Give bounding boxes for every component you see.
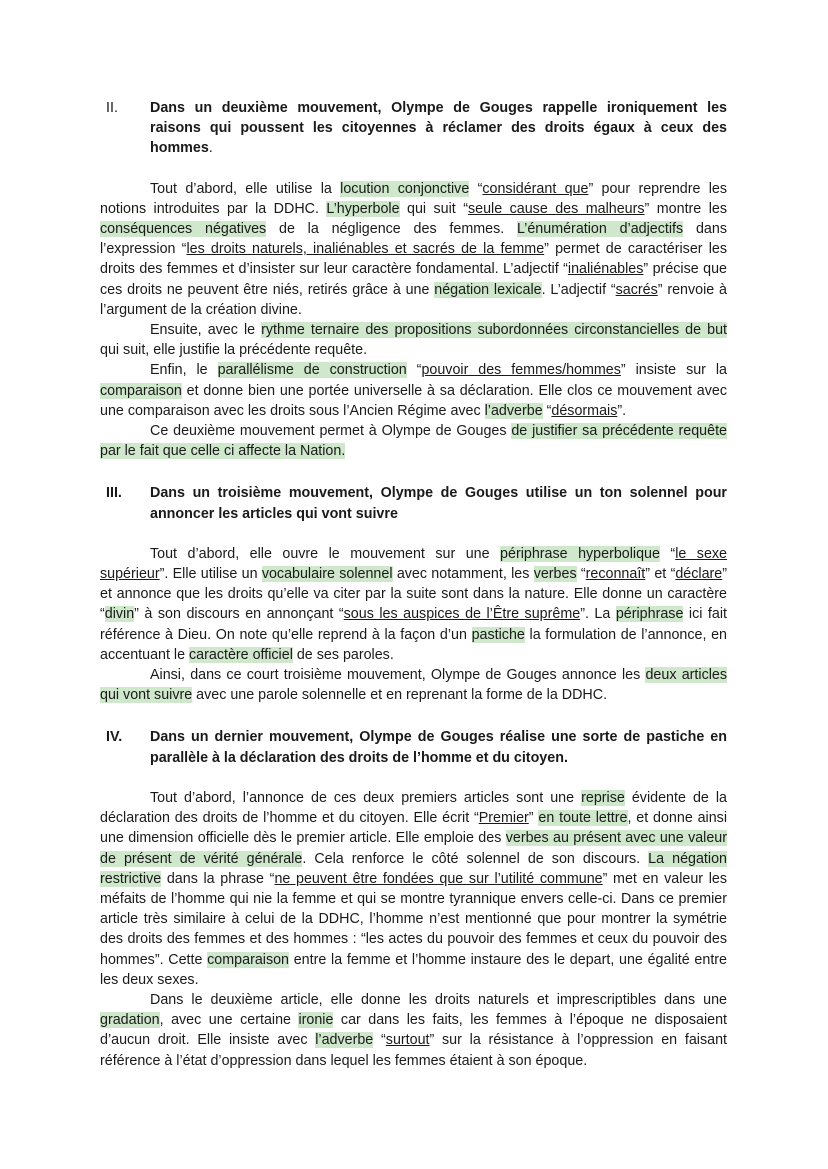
text-run: , avec une certaine	[159, 1012, 299, 1029]
text-run: Ce deuxième mouvement permet à Olympe de Gouges	[150, 423, 512, 440]
body-paragraph	[100, 544, 727, 665]
section-heading	[100, 483, 727, 523]
text-run: ” renvoie à l’argument de la création divine.	[100, 281, 727, 318]
text-run: ” sur la résistance à l’oppression en faisant référence à l’état d’oppression dans lequel les femmes étaient à son époque.	[100, 1032, 728, 1069]
text-run: “	[542, 402, 552, 419]
highlighted-text: parallélisme de construction	[217, 362, 407, 379]
text-run: “	[406, 362, 422, 379]
section-number: IV.	[106, 729, 123, 746]
body-paragraph	[100, 320, 727, 360]
text-run: ” précise que ces droits ne peuvent être niés, retirés grâce à une	[100, 261, 727, 298]
section	[100, 98, 727, 461]
text-run: ”. Elle utilise un	[159, 566, 262, 583]
highlighted-text: caractère officiel	[189, 646, 293, 663]
underlined-quote: seule cause des malheurs	[468, 200, 645, 217]
text-run: car dans les faits, les femmes à l’époque ne disposaient d’aucun droit. Elle insiste avec	[100, 1012, 727, 1049]
body-paragraph	[100, 665, 727, 705]
highlighted-text: négation lexicale	[434, 281, 542, 298]
underlined-quote: Premier	[478, 810, 529, 827]
text-run: ”. La	[580, 606, 616, 623]
highlighted-text: L’hyperbole	[326, 200, 400, 217]
text-run: évidente de la déclaration des droits de l’homme et du citoyen. Elle écrit “	[100, 789, 728, 827]
highlighted-text: conséquences négatives	[100, 221, 267, 238]
section-heading-text	[150, 98, 727, 159]
highlighted-text: en toute lettre	[538, 810, 628, 827]
text-run: avec notamment, les	[392, 566, 534, 583]
text-run: dans l’expression “	[100, 221, 727, 258]
text-run: de la négligence des femmes.	[266, 221, 517, 238]
highlighted-text: périphrase	[615, 606, 684, 623]
underlined-quote: sacrés	[615, 281, 658, 298]
body-paragraph	[100, 421, 727, 461]
underlined-quote: ne peuvent être fondées que sur l’utilité commune	[274, 870, 603, 887]
body-paragraph	[100, 179, 727, 320]
underlined-quote: déclare	[675, 566, 723, 583]
heading-text: Dans un troisième mouvement, Olympe de Gouges utilise un ton solennel pour annoncer les articles qui vont suivre	[150, 485, 727, 522]
underlined-quote: pouvoir des femmes/hommes	[421, 362, 621, 379]
text-run: qui suit, elle justifie la précédente requête.	[100, 342, 368, 359]
text-run: ici fait référence à Dieu. On note qu’elle reprend à la façon d’un	[100, 606, 727, 643]
underlined-quote: reconnaît	[585, 566, 646, 583]
text-run: ” à son discours en annonçant “	[134, 606, 344, 623]
text-run: Tout d’abord, l’annonce de ces deux premiers articles sont une	[150, 789, 582, 806]
text-run: dans la phrase “	[161, 870, 275, 887]
document-page	[100, 98, 727, 1071]
underlined-quote: considérant que	[482, 180, 589, 197]
section	[100, 727, 727, 1070]
highlighted-text: comparaison	[207, 951, 290, 968]
heading-text: Dans un dernier mouvement, Olympe de Gouges réalise une sorte de pastiche en parallèle à la déclaration des droits de l’homme et du citoyen.	[150, 729, 727, 766]
text-run: Ainsi, dans ce court troisième mouvement, Olympe de Gouges annonce les	[150, 667, 646, 684]
text-run: . L’adjectif “	[541, 281, 616, 298]
highlighted-text: rythme ternaire des propositions subordonnées circonstancielles de but	[261, 322, 727, 339]
text-run: Tout d’abord, elle ouvre le mouvement sur une	[150, 545, 501, 562]
text-run: avec une parole solennelle et en reprenant la forme de la DDHC.	[192, 687, 608, 704]
highlighted-text: verbes au présent avec une valeur de présent de vérité générale	[100, 830, 728, 867]
text-run: , et donne ainsi une dimension officielle dès le premier article. Elle emploie des	[100, 810, 728, 847]
text-run: . Cela renforce le côté solennel de son discours.	[302, 850, 649, 867]
text-run: ” et “	[645, 566, 676, 583]
section-number: III.	[106, 485, 122, 502]
highlighted-text: divin	[104, 606, 135, 623]
highlighted-text: ironie	[298, 1012, 334, 1029]
underlined-quote: inaliénables	[567, 261, 644, 278]
highlighted-text: gradation	[100, 1012, 160, 1029]
body-paragraph	[100, 990, 727, 1071]
body-paragraph	[100, 788, 727, 990]
highlighted-text: La négation restrictive	[100, 850, 727, 887]
highlighted-text: comparaison	[100, 382, 182, 399]
underlined-quote: le sexe supérieur	[100, 545, 728, 583]
text-run: la formulation de l’annonce, en accentuant le	[100, 626, 727, 663]
text-run: ” pour reprendre les notions introduites par la DDHC.	[100, 180, 728, 217]
highlighted-text: reprise	[581, 789, 625, 806]
text-run: Dans le deuxième article, elle donne les droits naturels et imprescriptibles dans une	[150, 991, 727, 1008]
highlighted-text: locution conjonctive	[340, 180, 470, 197]
text-run: Enfin, le	[150, 362, 218, 379]
text-run: de ses paroles.	[292, 646, 394, 663]
section	[100, 483, 727, 705]
section-heading	[100, 727, 727, 767]
text-run: ”	[528, 810, 539, 827]
underlined-quote: sous les auspices de l’Être suprême	[343, 606, 581, 623]
text-run: “	[469, 180, 483, 197]
highlighted-text: verbes	[533, 566, 577, 583]
highlighted-text: vocabulaire solennel	[261, 566, 393, 583]
text-run: ” permet de caractériser les droits des femmes et d’insister sur leur caractère fondamental. L’adjectif “	[100, 241, 727, 278]
underlined-quote: surtout	[385, 1032, 430, 1049]
body-paragraph	[100, 360, 727, 421]
highlighted-text: de justifier sa précédente requête par le fait que celle ci affecte la Nation.	[100, 423, 727, 460]
section-heading	[100, 98, 727, 159]
text-run: ” montre les	[644, 200, 727, 217]
text-run: “	[659, 545, 676, 562]
text-run: et donne bien une portée universelle à sa déclaration. Elle clos ce mouvement avec une comparaison avec les droits sous l’Ancien Régime avec	[100, 382, 727, 419]
section-heading-text	[150, 727, 727, 767]
underlined-quote: désormais	[551, 402, 618, 419]
highlighted-text: L’énumération d’adjectifs	[517, 221, 684, 238]
text-run: ” insiste sur la	[620, 362, 727, 379]
text-run: ” et annonce que les droits qu’elle va citer par la suite sont dans la nature. Elle donne un caractère “	[100, 566, 728, 623]
highlighted-text: périphrase hyperbolique	[500, 545, 660, 562]
highlighted-text: pastiche	[471, 626, 525, 643]
text-run: “	[576, 566, 586, 583]
text-run: ”.	[617, 402, 627, 419]
section-heading-text	[150, 483, 727, 523]
heading-text: Dans un deuxième mouvement, Olympe de Gouges rappelle ironiquement les raisons qui poussent les citoyennes à réclamer des droits égaux à ceux des hommes	[150, 100, 727, 157]
text-run: ” met en valeur les méfaits de l’homme qui nie la femme et qui se montre tyrannique envers celle-ci. Dans ce premier article très similaire à celui de la DDHC, l’homme n’est mentionné que pour montrer la symétrie des droits des femmes et des hommes : “les actes du pouvoir des femmes et ceux du pouvoir des hommes”. Cette	[100, 870, 728, 968]
text-run: Ensuite, avec le	[150, 322, 262, 339]
heading-punctuation: .	[208, 140, 213, 157]
text-run: qui suit “	[399, 200, 468, 217]
section-number: II.	[106, 100, 118, 116]
text-run: entre la femme et l’homme instaure des le depart, une égalité entre les deux sexes.	[100, 951, 727, 988]
highlighted-text: l’adverbe	[315, 1032, 374, 1049]
highlighted-text: deux articles qui vont suivre	[100, 667, 727, 704]
underlined-quote: les droits naturels, inaliénables et sacrés de la femme	[186, 241, 545, 258]
text-run: Tout d’abord, elle utilise la	[150, 180, 341, 197]
text-run: “	[373, 1032, 386, 1049]
highlighted-text: l’adverbe	[484, 402, 543, 419]
